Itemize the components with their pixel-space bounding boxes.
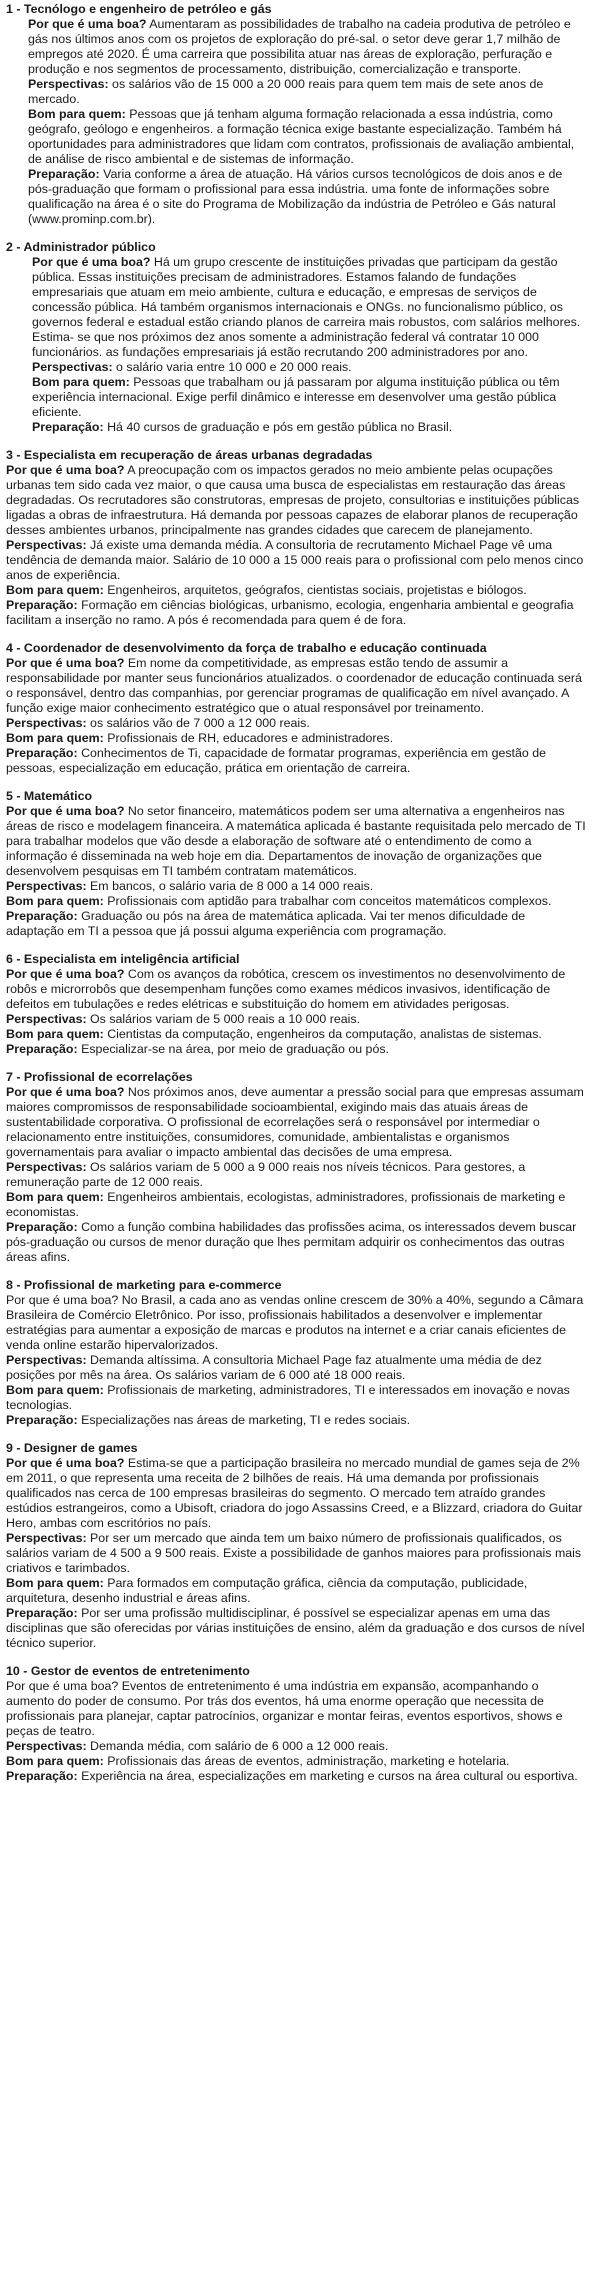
field-label: Preparação: [6,1042,78,1056]
field-label: Preparação: [6,598,78,612]
field-text: Engenheiros ambientais, ecologistas, administradores, profissionais de marketing e economistas. [6,1190,566,1219]
section-number: 7 [6,1070,13,1084]
career-section [6,1441,586,1651]
field-text: Cientistas da computação, engenheiros da computação, analistas de sistemas. [107,1027,542,1041]
field-preparation [32,420,586,435]
field-preparation [6,1042,586,1057]
career-section [6,2,586,227]
section-title: Matemático [23,789,93,803]
field-label: Preparação: [6,1769,78,1783]
field-good-for [32,375,586,420]
field-preparation [6,909,586,939]
field-label: Por que é uma boa? [6,656,125,670]
field-label: Bom para quem: [6,894,104,908]
field-text: Já existe uma demanda média. A consultoria de recrutamento Michael Page vê uma tendência de demanda maior. Salário de 10 000 a 15 000 reais para o profissional com pelo menos cinco anos de experiência. [6,538,584,582]
section-heading: 3 - Especialista em recuperação de áreas urbanas degradadas [6,448,373,462]
section-number: 6 [6,952,13,966]
field-good-for [6,894,586,909]
field-text: Demanda média, com salário de 6 000 a 12 000 reais. [90,1739,389,1753]
field-text: Em bancos, o salário varia de 8 000 a 14 000 reais. [90,879,374,893]
field-label: Preparação: [6,1606,78,1620]
field-text: Por que é uma boa? Eventos de entretenimento é uma indústria em expansão, acompanhando o aumento do poder de consumo. Por trás dos eventos, há uma enorme operação que necessita de profissionais para planejar, captar patrocínios, organizar e montar feiras, eventos esportivos, shows e peças de teatro. [6,1679,563,1738]
field-text: Com os avanços da robótica, crescem os investimentos no desenvolvimento de robôs e microrrobôs que desempenham funções como exames médicos invasivos, identificação de defeitos em tubulações e redes elétricas e substituição do homem em atividades perigosas. [6,967,566,1011]
field-text: Como a função combina habilidades das profissões acima, os interessados devem buscar pós-graduação ou cursos de menor duração que lhes permitam adquirir os conhecimentos das outras áreas afins. [6,1220,577,1264]
field-why [6,1293,586,1353]
field-preparation [28,167,586,227]
field-label: Por que é uma boa? [6,967,125,981]
field-text: Demanda altíssima. A consultoria Michael Page faz atualmente uma média de dez posições por mês na área. Os salários variam de 6 000 até 18 000 reais. [6,1353,542,1382]
field-label: Por que é uma boa? [6,1085,125,1099]
field-good-for [6,1027,586,1042]
field-text: Os salários variam de 5 000 a 9 000 reais nos níveis técnicos. Para gestores, a remuneração parte de 12 000 reais. [6,1160,526,1189]
section-heading: 10 - Gestor de eventos de entretenimento [6,1664,250,1678]
career-section [6,448,586,628]
field-perspectives [28,77,586,107]
field-why [6,1085,586,1160]
section-heading: 1 - Tecnólogo e engenheiro de petróleo e gás [6,2,272,16]
field-text: Varia conforme a área de atuação. Há vários cursos tecnológicos de dois anos e de pós-graduação que formam o profissional para essa indústria. uma fonte de informações sobre qualificação na área é o site do Programa de Mobilização da indústria de Petróleo e Gás natural (www.prominp.com.br). [28,167,563,226]
field-text: Profissionais de RH, educadores e administradores. [107,731,394,745]
section-number: 10 [6,1664,20,1678]
section-heading: 6 - Especialista em inteligência artificial [6,952,240,966]
section-title: Especialista em inteligência artificial [23,952,240,966]
field-text: Por que é uma boa? No Brasil, a cada ano as vendas online crescem de 30% a 40%, segundo a Câmara Brasileira de Comércio Eletrônico. Por isso, profissionais habilitados a desenvolver e implementar estratégias para aumentar a exposição de marcas e produtos na internet e a criar canais eficientes de venda online estarão hipervalorizados. [6,1293,584,1352]
section-number: 5 [6,789,13,803]
field-good-for [6,731,586,746]
field-text: Profissionais de marketing, administradores, TI e interessados em inovação e novas tecnologias. [6,1383,570,1412]
career-section [6,952,586,1057]
field-perspectives [6,1012,586,1027]
career-section [6,1664,586,1784]
section-heading: 9 - Designer de games [6,1441,138,1455]
field-label: Por que é uma boa? [32,255,151,269]
field-text: Estima-se que a participação brasileira no mercado mundial de games seja de 2% em 2011, o que representa uma receita de 2 bilhões de reais. Há uma demanda por profissionais qualificados nas cerca de 100 empresas brasileiras do segmento. O mercado tem atraído grandes estúdios estrangeiros, como a Ubisoft, criadora do jogo Assassins Creed, e a Blizzard, criadora do Guitar Hero, ambas com escritórios no país. [6,1456,583,1530]
field-perspectives [6,1531,586,1576]
career-section [6,641,586,776]
field-text: Em nome da competitividade, as empresas estão tendo de assumir a responsabilidade por manter seus funcionários atualizados. o coordenador de educação continuada será o responsável, dentro das companhias, por gerenciar programas de qualificação em nível avançado. A função exige maior conhecimento estratégico que o atual responsável por treinamento. [6,656,582,715]
field-label: Preparação: [32,420,104,434]
field-text: o salário varia entre 10 000 e 20 000 reais. [116,360,352,374]
section-title: Coordenador de desenvolvimento da força de trabalho e educação continuada [23,641,487,655]
career-section [6,240,586,435]
field-text: Por ser um mercado que ainda tem um baixo número de profissionais qualificados, os salários variam de 4 500 a 9 500 reais. Existe a possibilidade de ganhos maiores para profissionais mais criativos e tarimbados. [6,1531,582,1575]
section-title: Administrador público [23,240,156,254]
field-label: Perspectivas: [6,1531,87,1545]
field-preparation [6,1220,586,1265]
field-text: Os salários variam de 5 000 reais a 10 000 reais. [90,1012,361,1026]
field-why [28,17,586,77]
field-text: Formação em ciências biológicas, urbanismo, ecologia, engenharia ambiental e geografia facilitam a inserção no ramo. A pós é recomendada para quem é de fora. [6,598,574,627]
field-label: Bom para quem: [6,1027,104,1041]
field-good-for [28,107,586,167]
section-title: Especialista em recuperação de áreas urbanas degradadas [23,448,373,462]
field-label: Bom para quem: [28,107,126,121]
field-label: Perspectivas: [6,1739,87,1753]
field-text: Pessoas que já tenham alguma formação relacionada a essa indústria, como geógrafo, geólogo e engenheiros. a formação técnica exige bastante especialização. Também há oportunidades para administradores que lidam com contratos, profissionais de avaliação ambiental, de análise de risco ambiental e de sistemas de informação. [28,107,575,166]
field-text: Há um grupo crescente de instituições privadas que participam da gestão pública. Essas instituições precisam de administradores. Estamos falando de fundações empresariais que atuam em meio ambiente, cultura e educação, e empresas de serviços de concessão pública. Há também organismos internacionais e ONGs. no funcionalismo público, os governos federal e estadual estão criando planos de carreira mais robustos, com salários melhores. Estima- se que nos próximos dez anos somente a administração federal vá contratar 10 000 funcionários. as fundações empresariais já estão recrutando 200 administradores por ano. [32,255,581,359]
field-good-for [6,1190,586,1220]
field-why [6,1679,586,1739]
field-label: Bom para quem: [6,583,104,597]
field-label: Perspectivas: [6,1160,87,1174]
field-text: Há 40 cursos de graduação e pós em gestão pública no Brasil. [107,420,453,434]
field-label: Bom para quem: [32,375,130,389]
field-text: No setor financeiro, matemáticos podem ser uma alternativa a engenheiros nas áreas de risco e modelagem financeira. A matemática aplicada é bastante requisitada pelo mercado de TI para trabalhar modelos que vão desde a elaboração de software até o entendimento de como a informação é disseminada na web hoje em dia. Departamentos de inovação de organizações que desenvolvem pesquisas em TI também contratam matemáticos. [6,804,586,878]
field-perspectives [6,1353,586,1383]
field-label: Bom para quem: [6,731,104,745]
field-text: Experiência na área, especializações em marketing e cursos na área cultural ou esportiva. [81,1769,578,1783]
field-label: Perspectivas: [6,879,87,893]
career-section [6,1278,586,1428]
field-label: Preparação: [6,909,78,923]
field-why [6,463,586,538]
section-heading: 8 - Profissional de marketing para e-commerce [6,1278,282,1292]
field-text: Pessoas que trabalham ou já passaram por alguma instituição pública ou têm experiência internacional. Exige perfil dinâmico e interesse em desenvolver uma gestão pública eficiente. [32,375,560,419]
field-preparation [6,746,586,776]
field-text: Por ser uma profissão multidisciplinar, é possível se especializar apenas em uma das disciplinas que são oferecidas por várias instituições de ensino, além da graduação e dos cursos de nível técnico superior. [6,1606,585,1650]
field-label: Perspectivas: [6,1353,87,1367]
field-why [6,967,586,1012]
field-perspectives [6,538,586,583]
field-text: A preocupação com os impactos gerados no meio ambiente pelas ocupações urbanas tem sido cada vez maior, o que causa uma busca de especialistas em restauração das áreas degradadas. Os recrutadores são construtoras, empresas de projeto, consultorias e instituições públicas ligadas a obras de infraestrutura. Há demanda por pessoas capazes de elaborar planos de recuperação desses ambientes urbanos, principalmente nas grandes cidades que carecem de planejamento. [6,463,580,537]
field-text: Profissionais com aptidão para trabalhar com conceitos matemáticos complexos. [107,894,552,908]
field-preparation [6,1606,586,1651]
field-text: Para formados em computação gráfica, ciência da computação, publicidade, arquitetura, desenho industrial e áreas afins. [6,1576,528,1605]
field-text: Especializações nas áreas de marketing, TI e redes sociais. [81,1413,411,1427]
field-why [32,255,586,360]
section-number: 2 [6,240,13,254]
field-perspectives [32,360,586,375]
field-preparation [6,598,586,628]
field-label: Bom para quem: [6,1754,104,1768]
section-heading: 7 - Profissional de ecorrelações [6,1070,193,1084]
section-title: Gestor de eventos de entretenimento [30,1664,250,1678]
section-title: Designer de games [23,1441,138,1455]
section-number: 3 [6,448,13,462]
field-label: Perspectivas: [32,360,113,374]
field-text: Profissionais das áreas de eventos, administração, marketing e hotelaria. [107,1754,510,1768]
field-why [6,1456,586,1531]
field-text: os salários vão de 15 000 a 20 000 reais para quem tem mais de sete anos de mercado. [28,77,544,106]
field-label: Por que é uma boa? [6,463,125,477]
field-perspectives [6,716,586,731]
field-text: Especializar-se na área, por meio de graduação ou pós. [81,1042,389,1056]
field-text: Nos próximos anos, deve aumentar a pressão social para que empresas assumam maiores compromissos de responsabilidade socioambiental, exigindo mais das atuais áreas de sustentabilidade corporativa. O profissional de ecorrelações será o responsável por intermediar o relacionamento entre instituições, consumidores, comunidade, ambientalistas e organismos governamentais para avaliar o impacto ambiental das decisões de uma empresa. [6,1085,584,1159]
field-text: os salários vão de 7 000 a 12 000 reais. [90,716,310,730]
field-good-for [6,1576,586,1606]
field-good-for [6,1754,586,1769]
field-why [6,656,586,716]
field-preparation [6,1413,586,1428]
field-perspectives [6,879,586,894]
field-good-for [6,1383,586,1413]
section-title: Tecnólogo e engenheiro de petróleo e gás [23,2,272,16]
field-label: Preparação: [6,1220,78,1234]
section-heading: 4 - Coordenador de desenvolvimento da força de trabalho e educação continuada [6,641,487,655]
field-text: Graduação ou pós na área de matemática aplicada. Vai ter menos dificuldade de adaptação em TI a pessoa que já possui alguma experiência com programação. [6,909,526,938]
section-number: 9 [6,1441,13,1455]
section-title: Profissional de ecorrelações [23,1070,193,1084]
field-label: Bom para quem: [6,1383,104,1397]
field-perspectives [6,1160,586,1190]
career-section [6,1070,586,1265]
section-title: Profissional de marketing para e-commerce [23,1278,282,1292]
field-label: Por que é uma boa? [6,1456,125,1470]
field-why [6,804,586,879]
field-label: Perspectivas: [6,716,87,730]
section-number: 4 [6,641,13,655]
field-preparation [6,1769,586,1784]
section-number: 8 [6,1278,13,1292]
section-heading: 5 - Matemático [6,789,93,803]
field-good-for [6,583,586,598]
field-label: Preparação: [6,1413,78,1427]
field-label: Preparação: [28,167,100,181]
field-text: Aumentaram as possibilidades de trabalho na cadeia produtiva de petróleo e gás nos últimos anos com os projetos de exploração do pré-sal. o setor deve gerar 1,7 milhão de empregos até 2020. É uma carreira que possibilita atuar nas áreas de exploração, perfuração e produção e nos segmentos de processamento, distribuição, comercialização e transporte. [28,17,571,76]
section-number: 1 [6,2,13,16]
section-heading: 2 - Administrador público [6,240,156,254]
field-label: Por que é uma boa? [6,804,125,818]
field-label: Perspectivas: [6,538,87,552]
career-section [6,789,586,939]
field-label: Por que é uma boa? [28,17,147,31]
field-label: Preparação: [6,746,78,760]
field-text: Conhecimentos de Ti, capacidade de formatar programas, experiência em gestão de pessoas, especialização em educação, prática em orientação de carreira. [6,746,547,775]
field-label: Bom para quem: [6,1190,104,1204]
field-text: Engenheiros, arquitetos, geógrafos, cientistas sociais, projetistas e biólogos. [107,583,527,597]
field-perspectives [6,1739,586,1754]
field-label: Perspectivas: [6,1012,87,1026]
field-label: Perspectivas: [28,77,109,91]
field-label: Bom para quem: [6,1576,104,1590]
